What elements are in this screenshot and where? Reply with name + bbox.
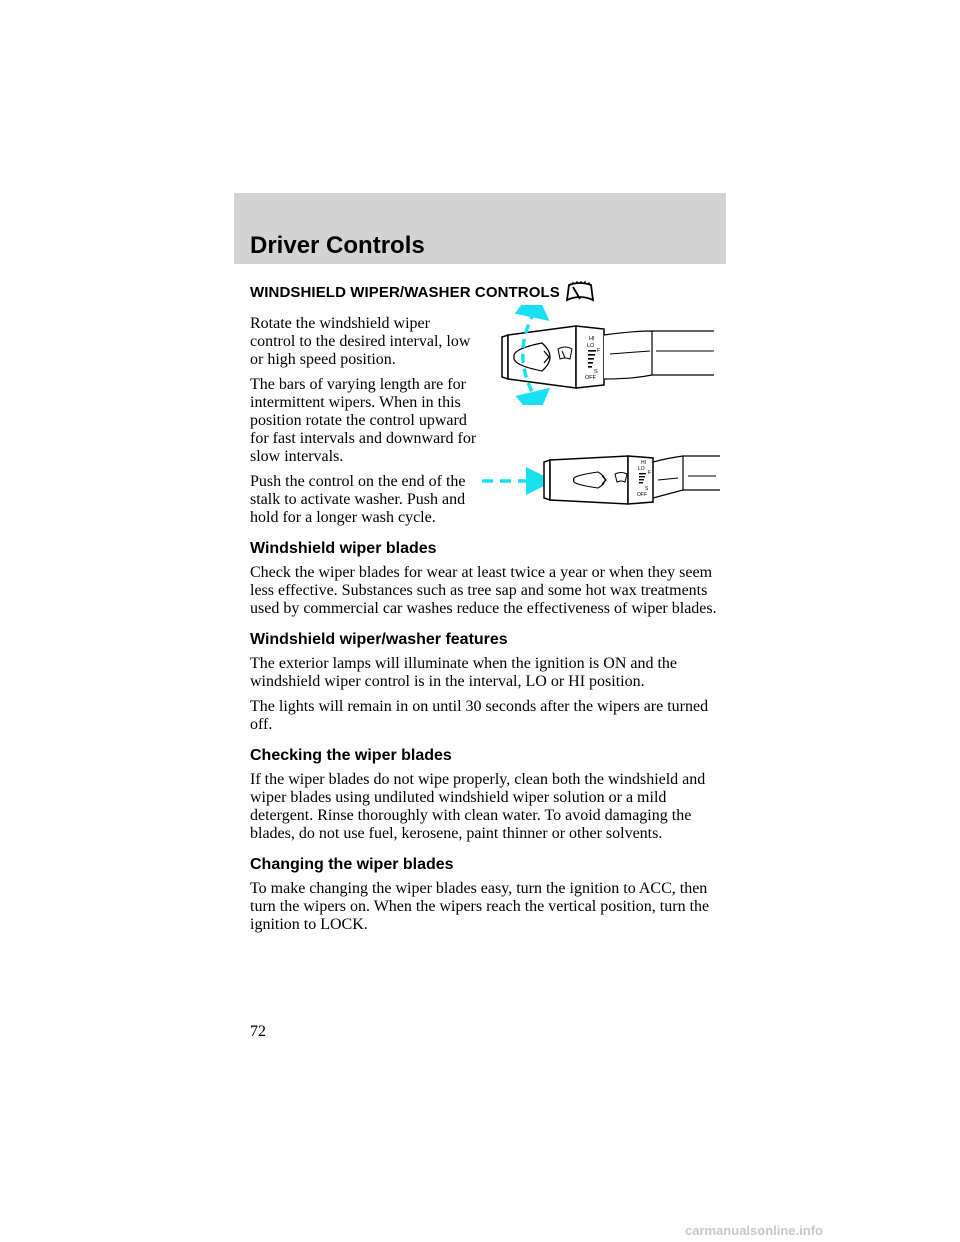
intro-paragraph: Rotate the windshield wiper control to the desired interval, low or high speed position. (250, 315, 471, 368)
intro-paragraph: The bars of varying length are for intermittent wipers. When in this position rotate the control upward for fast intervals and downward for slow intervals. (250, 376, 477, 465)
intro-paragraph: Push the control on the end of the stalk to activate washer. Push and hold for a longer wash cycle. (250, 473, 466, 526)
wiper-rotate-figure (492, 305, 722, 405)
section-title: Driver Controls (250, 232, 425, 259)
rotate-down-arrow (526, 395, 538, 400)
section-heading: Windshield wiper/washer features (250, 631, 508, 648)
label-s: S (594, 369, 598, 375)
watermark: carmanualsonline.info (685, 1223, 823, 1238)
windshield-wiper-icon (564, 281, 596, 303)
section-heading: Changing the wiper blades (250, 856, 454, 873)
label-off: OFF (637, 492, 647, 498)
label-off: OFF (585, 375, 596, 381)
section-paragraph: The lights will remain in on until 30 seconds after the wipers are turned off. (250, 698, 709, 733)
section-heading: Checking the wiper blades (250, 747, 452, 764)
main-heading (250, 281, 730, 303)
label-f: F (597, 348, 601, 354)
section-paragraph: If the wiper blades do not wipe properly, clean both the windshield and wiper blades using undiluted windshield wiper solution or a mild detergent. Rinse thoroughly with clean water. To avoid damaging the blades, do not use fuel, kerosene, paint thinner or other solvents. (250, 771, 706, 842)
label-lo: LO (587, 343, 595, 349)
intro-text (250, 315, 478, 527)
section-paragraph: To make changing the wiper blades easy, turn the ignition to ACC, then turn the wipers on. When the wipers reach the vertical position, turn the ignition to LOCK. (250, 880, 710, 933)
label-lo: LO (638, 466, 645, 472)
label-s: S (645, 486, 649, 492)
page-number: 72 (250, 1023, 266, 1040)
main-title: WINDSHIELD WIPER/WASHER CONTROLS (250, 283, 560, 301)
section-paragraph: Check the wiper blades for wear at least twice a year or when they seem less effective. Substances such as tree sap and some hot wax treatments used by commercial car washes reduce the effectiveness of wiper blades. (250, 564, 717, 617)
sections (250, 540, 730, 934)
washer-push-figure (478, 450, 728, 506)
section-heading: Windshield wiper blades (250, 540, 437, 557)
label-hi: HI (589, 336, 595, 342)
label-hi: HI (641, 460, 646, 466)
section-paragraph: The exterior lamps will illuminate when the ignition is ON and the windshield wiper control is in the interval, LO or HI position. (250, 655, 678, 690)
label-f: F (648, 470, 652, 476)
